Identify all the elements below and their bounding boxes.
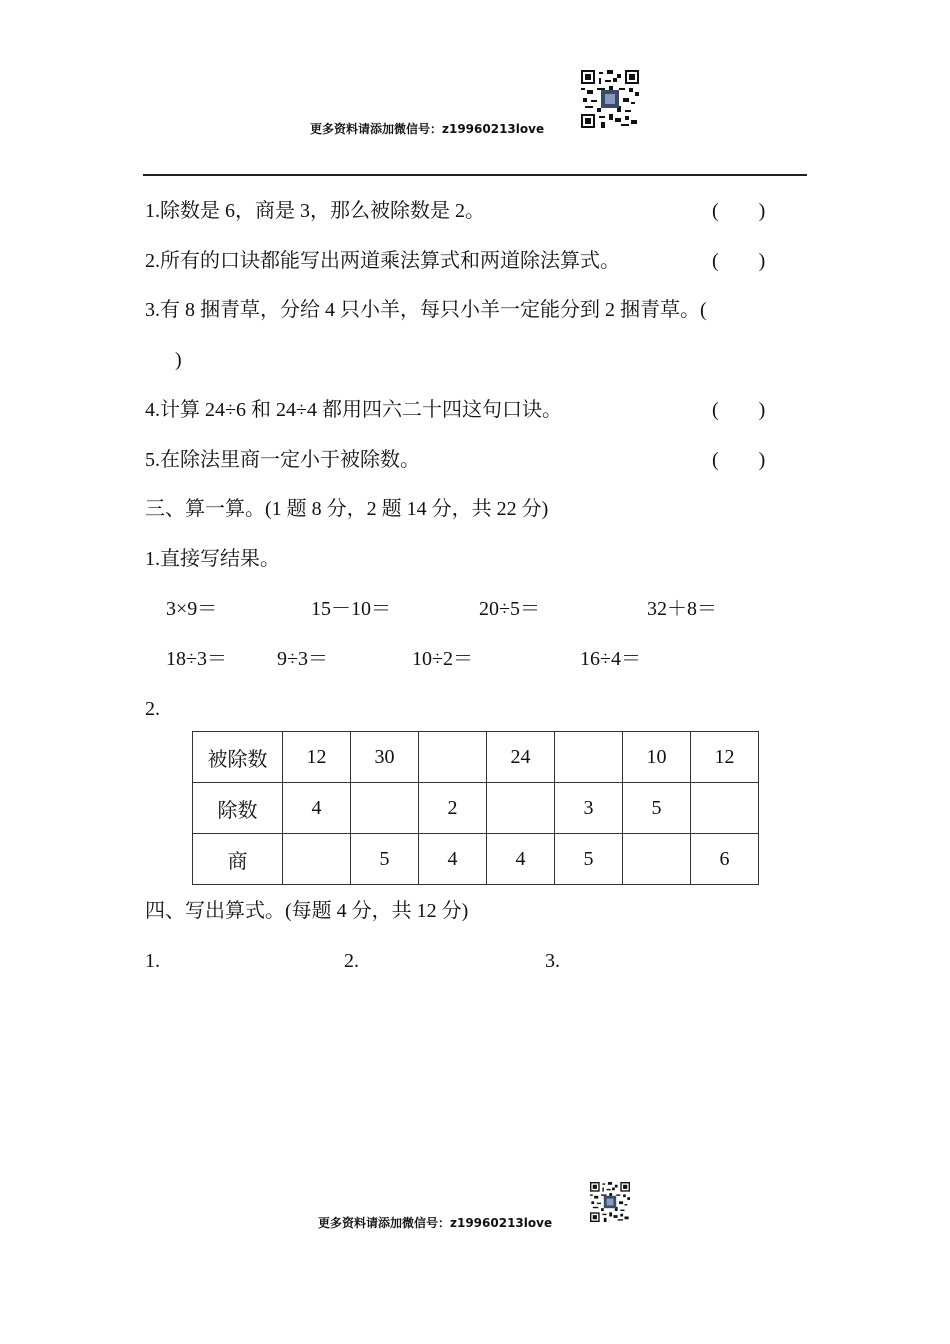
section3-title: 三、算一算。(1 题 8 分，2 题 14 分，共 22 分) (145, 498, 549, 520)
answer-bracket-2[interactable]: ( ) (712, 250, 766, 272)
table-cell: 3 (555, 783, 623, 834)
judge-item-4: 4.计算 24÷6 和 24÷4 都用四六二十四这句口诀。 (145, 399, 562, 421)
judge-item-2: 2.所有的口诀都能写出两道乘法算式和两道除法算式。 (145, 250, 620, 272)
table-cell-blank[interactable] (419, 732, 487, 783)
section4-label-2: 2. (344, 950, 359, 972)
table-cell: 4 (419, 834, 487, 885)
judge-item-1: 1.除数是 6，商是 3，那么被除数是 2。 (145, 200, 485, 222)
judge-item-5: 5.在除法里商一定小于被除数。 (145, 449, 420, 471)
table-row-header: 被除数 (193, 732, 283, 783)
table-cell: 5 (623, 783, 691, 834)
section4-label-1: 1. (145, 950, 160, 972)
table-cell: 5 (555, 834, 623, 885)
table-row (193, 783, 759, 834)
header-contact-text: 更多资料请添加微信号：z19960213love (310, 122, 545, 136)
section4-title: 四、写出算式。(每题 4 分，共 12 分) (145, 900, 469, 922)
footer-contact-text: 更多资料请添加微信号：z19960213love (318, 1216, 553, 1230)
qr-code-icon (581, 70, 639, 128)
table-row-header: 商 (193, 834, 283, 885)
header-divider (143, 174, 807, 176)
table-cell-blank[interactable] (351, 783, 419, 834)
table-cell: 30 (351, 732, 419, 783)
answer-bracket-3[interactable]: ) (175, 349, 182, 371)
answer-bracket-5[interactable]: ( ) (712, 449, 766, 471)
table-cell: 12 (283, 732, 351, 783)
table-row-header: 除数 (193, 783, 283, 834)
calc-item: 20÷5＝ (479, 598, 540, 620)
answer-bracket-4[interactable]: ( ) (712, 399, 766, 421)
table-row (193, 834, 759, 885)
calc-item: 16÷4＝ (580, 648, 641, 670)
table-cell: 4 (283, 783, 351, 834)
table-cell-blank[interactable] (487, 783, 555, 834)
section3-q2-label: 2. (145, 698, 160, 720)
table-cell: 5 (351, 834, 419, 885)
table-row (193, 732, 759, 783)
table-cell: 2 (419, 783, 487, 834)
table-cell: 24 (487, 732, 555, 783)
section3-q1-label: 1.直接写结果。 (145, 548, 280, 570)
table-cell: 10 (623, 732, 691, 783)
table-cell-blank[interactable] (691, 783, 759, 834)
calc-item: 9÷3＝ (277, 648, 328, 670)
calc-item: 32＋8＝ (647, 598, 717, 620)
judge-item-3: 3.有 8 捆青草，分给 4 只小羊，每只小羊一定能分到 2 捆青草。( (145, 299, 707, 321)
section4-label-3: 3. (545, 950, 560, 972)
table-cell-blank[interactable] (623, 834, 691, 885)
calc-item: 3×9＝ (166, 598, 218, 620)
calc-item: 10÷2＝ (412, 648, 473, 670)
division-table (192, 731, 759, 885)
table-cell: 12 (691, 732, 759, 783)
table-cell-blank[interactable] (555, 732, 623, 783)
calc-item: 15－10＝ (311, 598, 391, 620)
calc-item: 18÷3＝ (166, 648, 227, 670)
table-cell: 6 (691, 834, 759, 885)
answer-bracket-1[interactable]: ( ) (712, 200, 766, 222)
table-cell: 4 (487, 834, 555, 885)
qr-code-icon (590, 1182, 630, 1222)
table-cell-blank[interactable] (283, 834, 351, 885)
